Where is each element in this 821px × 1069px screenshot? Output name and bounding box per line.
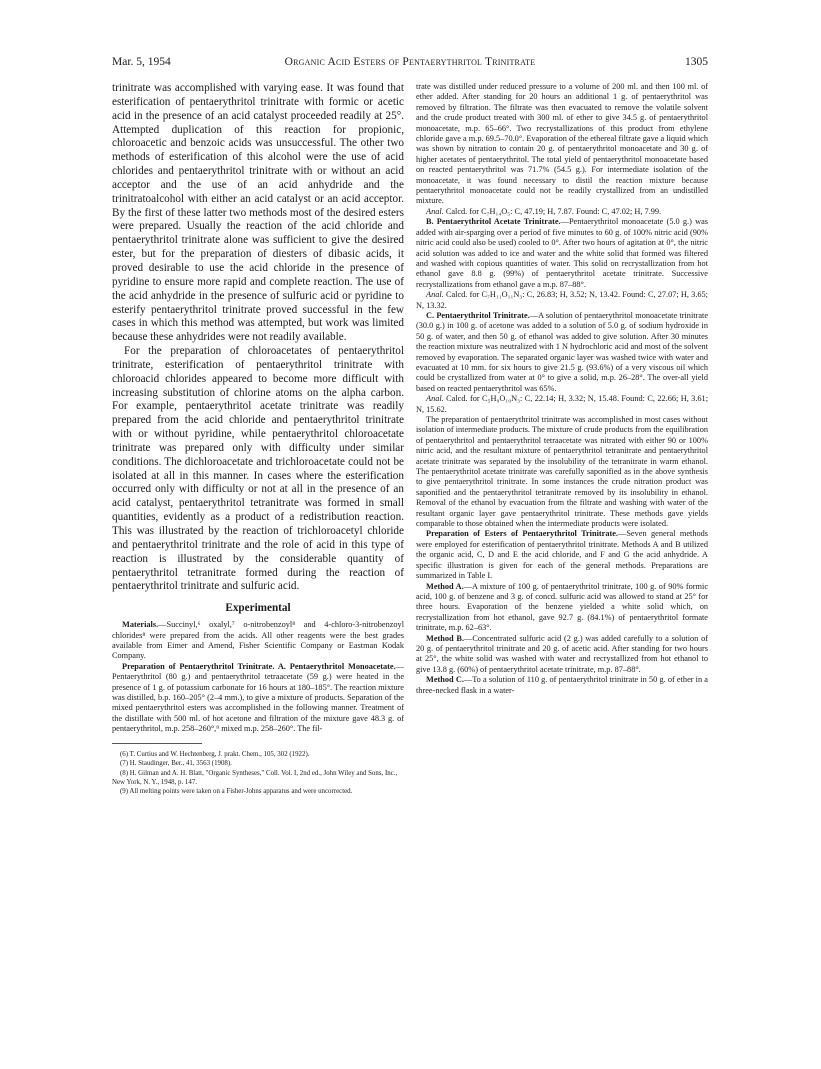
footnote: (7) H. Staudinger, Ber., 41, 3563 (1908).	[120, 760, 232, 768]
paragraph: The preparation of pentaerythritol trinitrate was accomplished in most cases without isolation of intermediate products. The mixture of crude products from the equilibration of pentaerythritol and pentaerythritol tetraacetate was nitrated with either 90 or 100% nitric acid, and the resultant mixture of pentaerythritol tetranitrate and pentaerythritol acetate trinitrate was separated by the insolubility of the tetranitrate in warm ethanol. The pentaerythritol acetate trinitrate was carefully saponified as in the above synthesis to give pentaerythritol trinitrate. In some instances the crude nitration product was saponified and the pentaerythritol tetranitrate removed by its insolubility in ethanol. Removal of the ethanol by evacuation from the filtrate and washing with water of the resultant organic layer gave pentaerythritol trinitrate. These methods gave yields comparable to those obtained when the intermediate products were isolated.	[416, 415, 708, 529]
header-date: Mar. 5, 1954	[112, 56, 171, 68]
preparation-paragraph: Preparation of Pentaerythritol Trinitrate. A. Pentaerythritol Monoacetate.—Pentaerythritol (80 g.) and pentaerythritol tetraacetate (59 g.) were heated in the presence of 1 g. of potassium carbonate for 16 hours at 180–185°. The reaction mixture was distilled, b.p. 160–205° (2–4 mm.), to give a mixture of products. Separation of the mixed pentaerythritol esters was accomplished in the following manner. Treatment of the distillate with 500 ml. of hot acetone and filtration of the mixture gave 48.3 g. of pentaerythritol, m.p. 258–260°,⁹ mixed m.p. 258–260°. The fil-	[112, 661, 404, 734]
paragraph: trate was distilled under reduced pressure to a volume of 200 ml. and then 100 ml. of ether added. After standing for 20 hours an additional 1 g. of pentaerythritol was removed by filtration. The filtrate was then evacuated to remove the volatile solvent and the crude product treated with 300 ml. of ether to give 34.5 g. of pentaerythritol monoacetate, m.p. 65–66°. Two recrystallizations of this product from ethylene chloride gave a m.p. 69.5–70.0°. Evaporation of the ethereal filtrate gave a liquid which was shown by nitration to contain 20 g. of pentaerythritol monoacetate and 30 g. of higher acetates of pentaerythritol. The total yield of pentaerythritol monoacetate based on reacted pentaerythritol was 71.7% (54.5 g.). For intermediate isolation of the monoacetate, it was found necessary to distil the reaction mixture because pentaerythritol monoacetate could not be readily crystallized from an undistilled mixture.	[416, 82, 708, 206]
run-in-heading: C. Pentaerythritol Trinitrate.	[426, 310, 530, 320]
run-in-heading: B. Pentaerythritol Acetate Trinitrate.	[426, 217, 561, 227]
footnote: (8) H. Gilman and A. H. Blatt, "Organic Syntheses," Coll. Vol. I, 2nd ed., John Wiley and Sons, Inc., New York, N. Y., 1948, p. 147.	[112, 769, 398, 786]
analysis-paragraph: Anal. Calcd. for C₇H₁₄O₅: C, 47.19; H, 7.87. Found: C, 47.02; H, 7.99.	[426, 206, 662, 216]
paragraph: Method B.—Concentrated sulfuric acid (2 g.) was added carefully to a solution of 20 g. of pentaerythritol trinitrate and 20 g. of acetic acid. After standing for two hours at 25°, the white solid was washed with water and recrystallized from hot ethanol to give 13.8 g. (60%) of pentaerythritol acetate trinitrate, m.p. 87–88°.	[416, 633, 708, 674]
discussion-text	[112, 82, 404, 594]
paragraph: Method C.—To a solution of 110 g. of pentaerythritol trinitrate in 50 g. of ether in a three-necked flask in a water-	[416, 675, 708, 695]
analysis-paragraph: Anal. Calcd. for C₇H₁₁O₁₁N₃: C, 26.83; H, 3.52; N, 13.42. Found: C, 27.07; H, 3.65; N, 13.32.	[416, 290, 708, 310]
run-in-heading: Method B.	[426, 633, 465, 643]
run-in-heading: Materials.	[122, 620, 159, 630]
page-header	[112, 56, 708, 70]
run-in-heading: Preparation of Pentaerythritol Trinitrate. A. Pentaerythritol Monoacetate.	[122, 661, 396, 671]
paragraph: B. Pentaerythritol Acetate Trinitrate.—Pentaerythritol monoacetate (5.0 g.) was added with air-sparging over a period of five minutes to 60 g. of 100% nitric acid (90% nitric acid could also be used) cooled to 0°. After two hours of agitation at 0°, the nitric acid solution was added to ice and water and the white solid that formed was filtered and washed with copious quantities of water. This solid on recrystallization from hot ethanol gave 8.8 g. (99%) of pentaerythritol acetate trinitrate. Successive recrystallizations from ethanol gave a m.p. 87–88°.	[416, 217, 708, 289]
paragraph: trinitrate was accomplished with varying ease. It was found that esterification of pentaerythritol trinitrate with formic or acetic acid in the presence of an acid catalyst proceeded readily at 25°. Attempted duplication of this reaction for propionic, chloroacetic and benzoic acids was unsuccessful. The other two methods of esterification of this alcohol were the use of acid chlorides and pentaerythritol trinitrate with or without an acid acceptor and the use of an acid anhydride and the trinitratoalcohol with either an acid catalyst or an acid acceptor. By the first of these latter two methods most of the desired esters were prepared. Usually the reaction of the acid chloride and pentaerythritol trinitrate alone was sufficient to give the desired ester, but for the preparation of diesters of dibasic acids, it proved desirable to use the acid chloride in the presence of pyridine to ensure more rapid and complete reaction. The use of the acid anhydride in the presence of sulfuric acid or pyridine to esterify pentaerythritol trinitrate proved successful in the few cases in which this method was attempted, but work was limited because these anhydrides were not readily available.	[112, 82, 404, 344]
paragraph: For the preparation of chloroacetates of pentaerythritol trinitrate, esterification of pentaerythritol trinitrate with chloroacid chlorides appeared to become more difficult with increasing substitution of chlorine atoms on the alpha carbon. For example, pentaerythritol acetate trinitrate was readily prepared from the acid chloride and pentaerythritol trinitrate with or without pyridine, while pentaerythritol chloroacetate trinitrate was prepared only with difficulty under similar conditions. The dichloroacetate and trichloroacetate could not be isolated at all in this manner. In cases where the esterification occurred only with difficulty or not at all in the presence of an acid catalyst, pentaerythritol tetranitrate was formed in small quantities, evidently as a product of a redistribution reaction. This was illustrated by the reaction of trichloroacetyl chloride and pentaerythritol trinitrate and the role of acid in this type of reaction is illustrated by the considerable quantity of pentaerythritol tetranitrate formed during the reaction of pentaerythritol trinitrate and sulfuric acid.	[112, 345, 404, 593]
paragraph: Preparation of Esters of Pentaerythritol Trinitrate.—Seven general methods were employed for esterification of pentaerythritol trinitrate. Methods A and B utilized the organic acid, C, D and E the acid chloride, and F and G the acid anhydride. A specific illustration is given for each of the general methods. Preparations are summarized in Table I.	[416, 529, 708, 581]
page-number: 1305	[685, 56, 708, 68]
footnote: (9) All melting points were taken on a Fisher-Johns apparatus and were uncorrected.	[120, 788, 353, 796]
run-in-heading: Preparation of Esters of Pentaerythritol Trinitrate.	[426, 529, 619, 539]
run-in-heading: Method C.	[426, 675, 464, 685]
paragraph: C. Pentaerythritol Trinitrate.—A solution of pentaerythritol monoacetate trinitrate (30.0 g.) in 100 g. of acetone was added to a solution of 5.0 g. of sodium hydroxide in 50 g. of water, and then 50 g. of ethanol was added to give solution. After 30 minutes the reaction mixture was neutralized with 1 N hydrochloric acid and most of the solvent removed by evaporation. The separated organic layer was washed twice with water and evacuated at 10 mm. for six hours to give 21.5 g. (93.6%) of a very viscous oil which could be crystallized from water at 0° to give a solid, m.p. 26–28°. The over-all yield based on reacted pentaerythritol was 65%.	[416, 310, 709, 393]
run-in-heading: Method A.	[426, 581, 464, 591]
materials-paragraph: Materials.—Succinyl,⁶ oxalyl,⁷ o-nitrobenzoyl⁸ and 4-chloro-3-nitrobenzoyl chlorides⁸ were prepared from the acids. All other reagents were the best grades available from Eimer and Amend, Fisher Scientific Company or Eastman Kodak Company.	[112, 620, 404, 661]
footnote: (6) T. Curtius and W. Hechtenberg, J. prakt. Chem., 105, 302 (1922).	[120, 750, 310, 758]
footnote-rule	[112, 743, 202, 744]
analysis-paragraph: Anal. Calcd. for C₅H₉O₁₀N₃: C, 22.14; H, 3.32; N, 15.48. Found: C, 22.66; H, 3.61; N, 15.62.	[416, 394, 709, 414]
running-title: Organic Acid Esters of Pentaerythritol Trinitrate	[284, 56, 536, 68]
paragraph: Method A.—A mixture of 100 g. of pentaerythritol trinitrate, 100 g. of 90% formic acid, 100 g. of benzene and 3 g. of concd. sulfuric acid was allowed to stand at 25° for three hours. Evaporation of the benzene yielded a white solid which, on recrystallization from hot ethanol, gave 92.7 g. (84.1%) of pentaerythritol formate trinitrate, m.p. 62–63°.	[416, 581, 708, 633]
experimental-text	[112, 620, 404, 734]
right-column	[416, 82, 708, 696]
left-column	[112, 82, 404, 797]
footnotes	[112, 750, 404, 797]
section-heading-experimental: Experimental	[225, 602, 291, 615]
